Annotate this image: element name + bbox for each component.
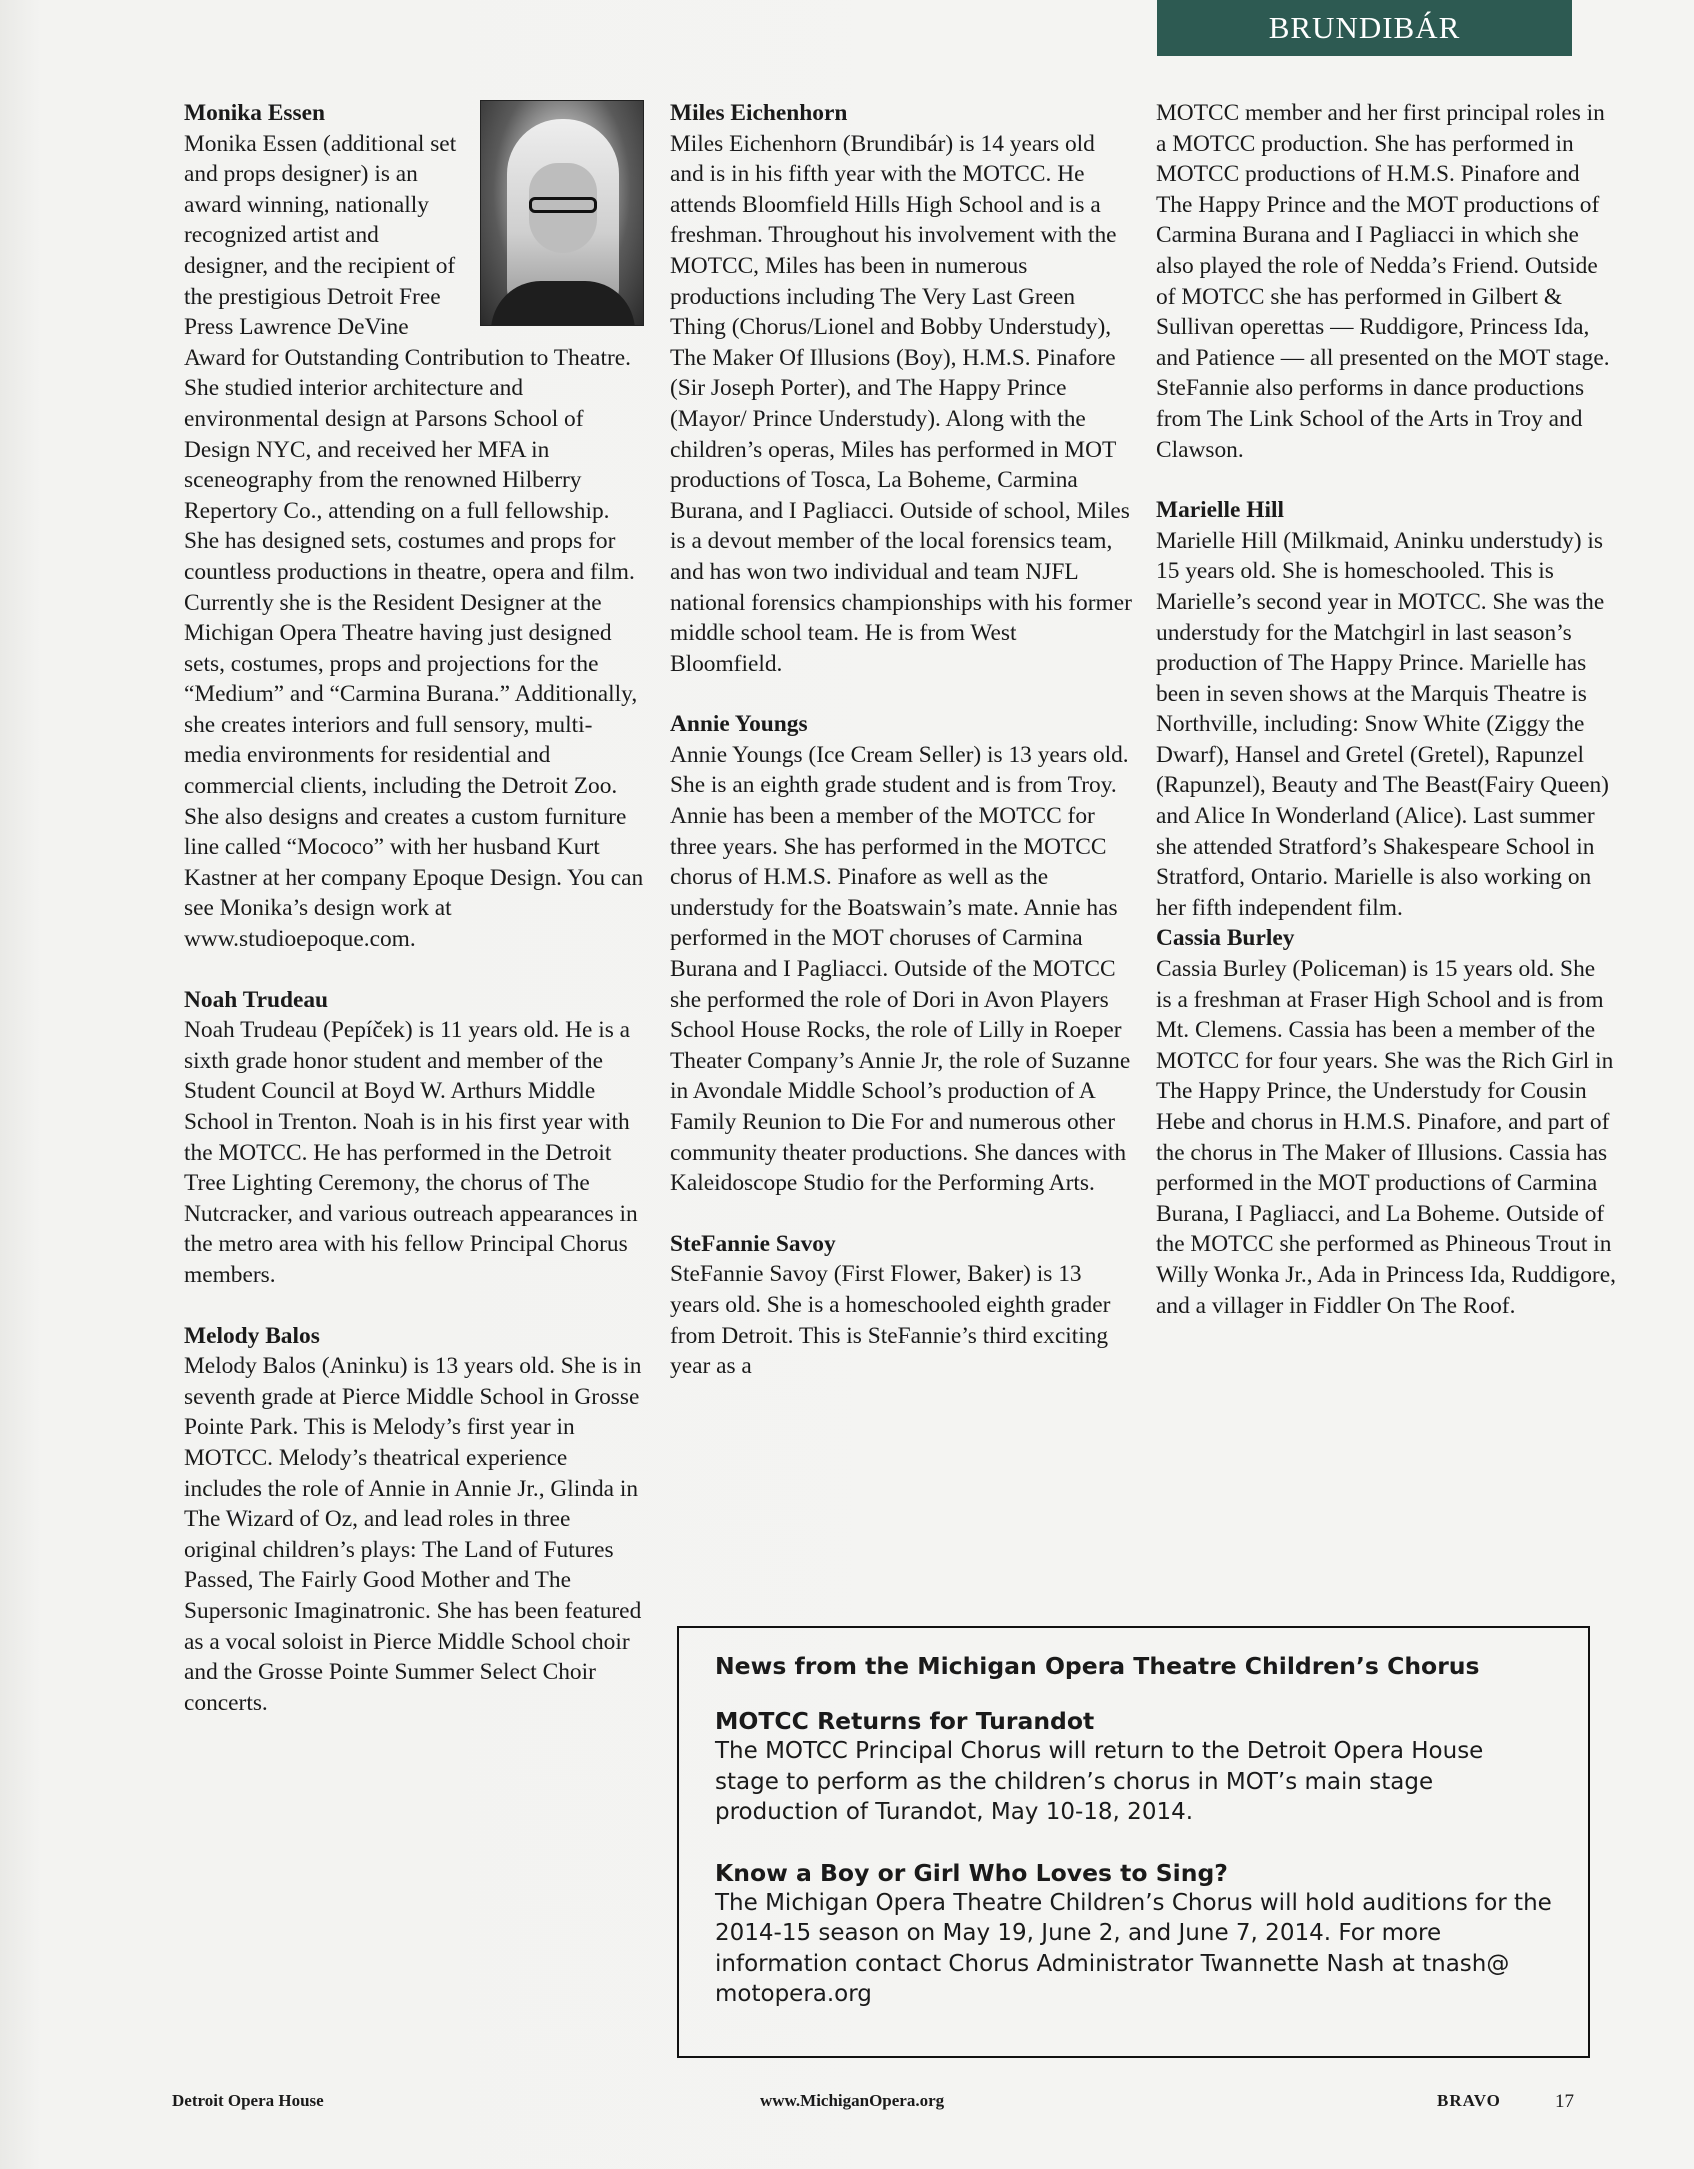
bio-name: Monika Essen bbox=[184, 100, 326, 126]
footer-website: www.MichiganOpera.org bbox=[760, 2091, 945, 2110]
bio-cassia-burley bbox=[1156, 923, 1616, 1321]
page-number: 17 bbox=[1555, 2091, 1574, 2112]
news-item-text: The MOTCC Principal Chorus will return to the Detroit Opera House stage to perform as the children’s chorus in MOT’s main stage production of Turandot, May 10-18, 2014. bbox=[715, 1738, 1484, 1825]
column-2 bbox=[670, 98, 1132, 1412]
bio-melody-balos bbox=[184, 1321, 644, 1719]
news-item-heading: MOTCC Returns for Turandot bbox=[715, 1707, 1095, 1735]
bio-stefannie-savoy bbox=[670, 1229, 1132, 1382]
bio-text: Miles Eichenhorn (Brundibár) is 14 years old and is in his fifth year with the MOTCC. He attends Bloomfield Hills High School and is a freshman. Throughout his involvement with the MOTCC, Miles has been in numerous productions including The Very Last Green Thing (Chorus/Lionel and Bobby Understudy), The Maker Of Illusions (Boy), H.M.S. Pinafore (Sir Joseph Porter), and The Happy Prince (Mayor/ Prince Understudy). Along with the children’s operas, Miles has performed in MOT productions of Tosca, La Boheme, Carmina Burana, and I Pagliacci. Outside of school, Miles is a devout member of the local forensics team, and has won two individual and team NJFL national forensics championships with his former middle school team. He is from West Bloomfield. bbox=[670, 130, 1132, 677]
column-3 bbox=[1156, 98, 1616, 1351]
bio-text: Noah Trudeau (Pepíček) is 11 years old. He is a sixth grade honor student and member of the Student Council at Boyd W. Arthurs Middle School in Trenton. Noah is in his first year with the MOTCC. He has performed in the Detroit Tree Lighting Ceremony, the chorus of The Nutcracker, and various outreach appearances in the metro area with his fellow Principal Chorus members. bbox=[184, 1017, 638, 1288]
bio-annie-youngs bbox=[670, 709, 1132, 1199]
news-box bbox=[677, 1626, 1590, 2058]
bio-text: Cassia Burley (Policeman) is 15 years old. She is a freshman at Fraser High School and is from Mt. Clemens. Cassia has been a member of the MOTCC for four years. She was the Rich Girl in The Happy Prince, the Understudy for Cousin Hebe and chorus in H.M.S. Pinafore, and part of the chorus in The Maker of Illusions. Cassia has performed in the MOT productions of Carmina Burana, I Pagliacci, and La Boheme. Outside of the MOTCC she performed as Phineous Trout in Willy Wonka Jr., Ada in Princess Ida, Ruddigore, and a villager in Fiddler On The Roof. bbox=[1156, 956, 1616, 1319]
bio-name: Miles Eichenhorn bbox=[670, 100, 848, 126]
bio-text: Marielle Hill (Milkmaid, Aninku understudy) is 15 years old. She is homeschooled. This is Marielle’s second year in MOTCC. She was the understudy for the Matchgirl in last season’s production of The Happy Prince. Marielle has been in seven shows at the Marquis Theatre is Northville, including: Snow White (Ziggy the Dwarf), Hansel and Gretel (Gretel), Rapunzel (Rapunzel), Beauty and The Beast(Fairy Queen) and Alice In Wonderland (Alice). Last summer she attended Stratford’s Shakespeare School in Stratford, Ontario. Marielle is also working on her fifth independent film. bbox=[1156, 527, 1609, 921]
bio-noah-trudeau bbox=[184, 985, 644, 1291]
bio-name: Noah Trudeau bbox=[184, 986, 329, 1013]
bio-marielle-hill bbox=[1156, 495, 1616, 923]
bio-name: SteFannie Savoy bbox=[670, 1230, 836, 1257]
bio-name: Annie Youngs bbox=[670, 711, 808, 738]
bio-text: MOTCC member and her first principal roles in a MOTCC production. She has performed in MOTCC productions of H.M.S. Pinafore and The Happy Prince and the MOT productions of Carmina Burana and I Pagliacci in which she also played the role of Nedda’s Friend. Outside of MOTCC she has performed in Gilbert & Sullivan operettas — Ruddigore, Princess Ida, and Patience — all presented on the MOT stage. SteFannie also performs in dance productions from The Link School of the Arts in Troy and Clawson. bbox=[1156, 100, 1610, 463]
column-1 bbox=[184, 98, 644, 1748]
bio-text: Melody Balos (Aninku) is 13 years old. She is in seventh grade at Pierce Middle School in Grosse Pointe Park. This is Melody’s first year in MOTCC. Melody’s theatrical experience includes the role of Annie in Annie Jr., Glinda in The Wizard of Oz, and lead roles in three original children’s plays: The Land of Futures Passed, The Fairly Good Mother and The Supersonic Imaginatronic. She has been featured as a vocal soloist in Pierce Middle School choir and the Grosse Pointe Summer Select Choir concerts. bbox=[184, 1353, 642, 1716]
bio-text: Annie Youngs (Ice Cream Seller) is 13 years old. She is an eighth grade student and is from Troy. Annie has been a member of the MOTCC for three years. She has performed in the MOTCC chorus of H.M.S. Pinafore as well as the understudy for the Boatswain’s mate. Annie has performed in the MOT choruses of Carmina Burana and I Pagliacci. Outside of the MOTCC she performed the role of Dori in Avon Players School House Rocks, the role of Lilly in Roeper Theater Company’s Annie Jr, the role of Suzanne in Avondale Middle School’s production of A Family Reunion to Die For and numerous other community theater productions. She dances with Kaleidoscope Studio for the Performing Arts. bbox=[670, 741, 1131, 1197]
bio-miles-eichenhorn bbox=[670, 98, 1132, 679]
bio-text: SteFannie Savoy (First Flower, Baker) is 13 years old. She is a homeschooled eighth grader from Detroit. This is SteFannie’s third exciting year as a bbox=[670, 1261, 1111, 1380]
bio-name: Marielle Hill bbox=[1156, 497, 1284, 524]
bio-continued bbox=[1156, 98, 1616, 465]
bio-name: Cassia Burley bbox=[1156, 925, 1295, 952]
news-item-heading: Know a Boy or Girl Who Loves to Sing? bbox=[715, 1858, 1228, 1887]
section-header-tab bbox=[1157, 0, 1572, 56]
footer-magazine: BRAVO bbox=[1437, 2091, 1501, 2110]
news-title: News from the Michigan Opera Theatre Children’s Chorus bbox=[715, 1652, 1480, 1680]
bio-text: Monika Essen (additional set and props designer) is an award winning, nationally recognized artist and designer, and the recipient of the prestigious Detroit Free Press Lawrence DeVine Award for Outstanding Contribution to Theatre. She studied interior architecture and environmental design at Parsons School of Design NYC, and received her MFA in sceneography from the renowned Hilberry Repertory Co., attending on a full fellowship. She has designed sets, costumes and props for countless productions in theatre, opera and film. Currently she is the Resident Designer at the Michigan Opera Theatre having just designed sets, costumes, props and projections for the “Medium” and “Carmina Burana.” Additionally, she creates interiors and full sensory, multi-media environments for residential and commercial clients, including the Detroit Zoo. She also designs and creates a custom furniture line called “Mococo” with her husband Kurt Kastner at her company Epoque Design. You can see Monika’s design work at www.studioepoque.com. bbox=[184, 130, 644, 953]
portrait-photo bbox=[480, 100, 644, 326]
news-item-text: The Michigan Opera Theatre Children’s Chorus will hold auditions for the 2014-15 season on May 19, June 2, and June 7, 2014. For more information contact Chorus Administrator Twannette Nash at tnash@ motopera.org bbox=[715, 1889, 1552, 2007]
footer-venue: Detroit Opera House bbox=[172, 2091, 324, 2110]
section-title: BRUNDIBÁR bbox=[1268, 10, 1461, 45]
bio-monika-essen bbox=[184, 98, 644, 955]
bio-name: Melody Balos bbox=[184, 1322, 320, 1349]
